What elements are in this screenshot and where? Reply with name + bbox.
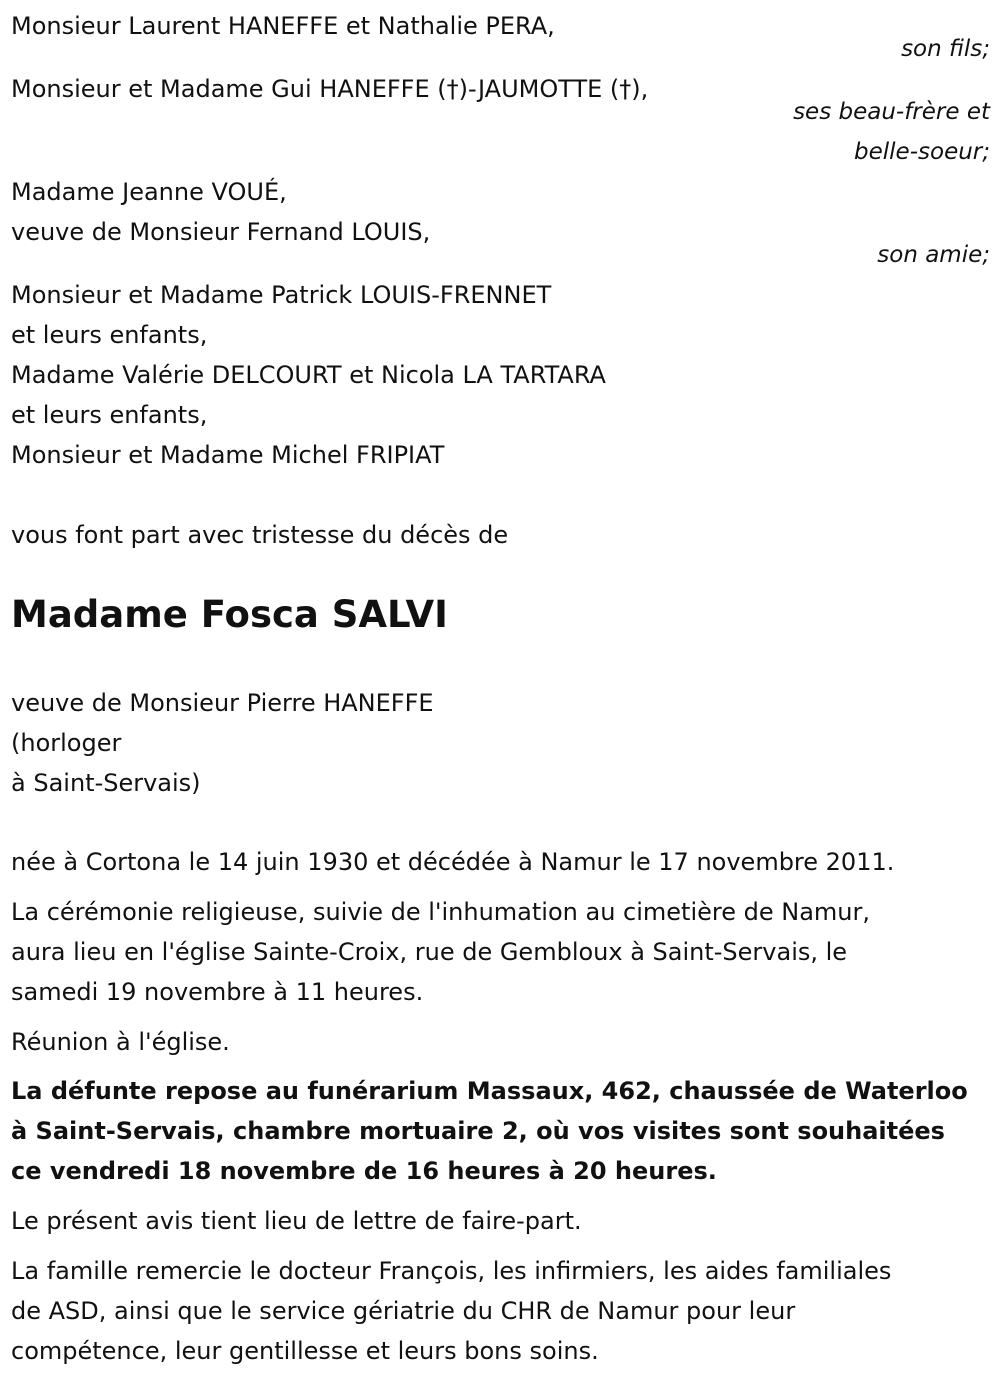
thanks-line: La famille remercie le docteur François, les infirmiers, les aides familiales [11,1257,892,1285]
funerarium-line: ce vendredi 18 novembre de 16 heures à 20 heures. [11,1157,717,1185]
family-line-friend-1: Madame Jeanne VOUÉ, [11,178,287,206]
notice-line: Le présent avis tient lieu de lettre de faire-part. [11,1207,582,1235]
relation-friend: son amie; [877,242,990,268]
others-line: et leurs enfants, [11,401,208,429]
widow-line: veuve de Monsieur Pierre HANEFFE [11,689,434,717]
others-line: Monsieur et Madame Michel FRIPIAT [11,441,445,469]
thanks-line: compétence, leur gentillesse et leurs bons soins. [11,1337,599,1365]
family-line-friend-2: veuve de Monsieur Fernand LOUIS, [11,218,431,246]
family-line-son: Monsieur Laurent HANEFFE et Nathalie PERA, [11,12,555,40]
thanks-line: de ASD, ainsi que le service gériatrie du CHR de Namur pour leur [11,1297,796,1325]
funerarium-line: La défunte repose au funérarium Massaux, 462, chaussée de Waterloo [11,1077,968,1105]
relation-brother-in-law-1: ses beau-frère et [793,99,990,125]
ceremony-line: La cérémonie religieuse, suivie de l'inhumation au cimetière de Namur, [11,898,870,926]
others-line: et leurs enfants, [11,321,208,349]
others-line: Monsieur et Madame Patrick LOUIS-FRENNET [11,281,552,309]
announcement: vous font part avec tristesse du décès de [11,521,509,549]
deceased-name: Madame Fosca SALVI [11,593,448,636]
others-line: Madame Valérie DELCOURT et Nicola LA TARTARA [11,361,606,389]
reunion-line: Réunion à l'église. [11,1028,230,1056]
relation-brother-in-law-2: belle-soeur; [854,139,990,165]
birth-death-line: née à Cortona le 14 juin 1930 et décédée à Namur le 17 novembre 2011. [11,848,895,876]
ceremony-line: samedi 19 novembre à 11 heures. [11,978,424,1006]
widow-line: à Saint-Servais) [11,769,201,797]
widow-line: (horloger [11,729,122,757]
relation-son: son fils; [901,36,990,62]
funerarium-line: à Saint-Servais, chambre mortuaire 2, où vos visites sont souhaitées [11,1117,945,1145]
ceremony-line: aura lieu en l'église Sainte-Croix, rue de Gembloux à Saint-Servais, le [11,938,848,966]
family-line-brother-in-law: Monsieur et Madame Gui HANEFFE (†)-JAUMOTTE (†), [11,75,649,103]
